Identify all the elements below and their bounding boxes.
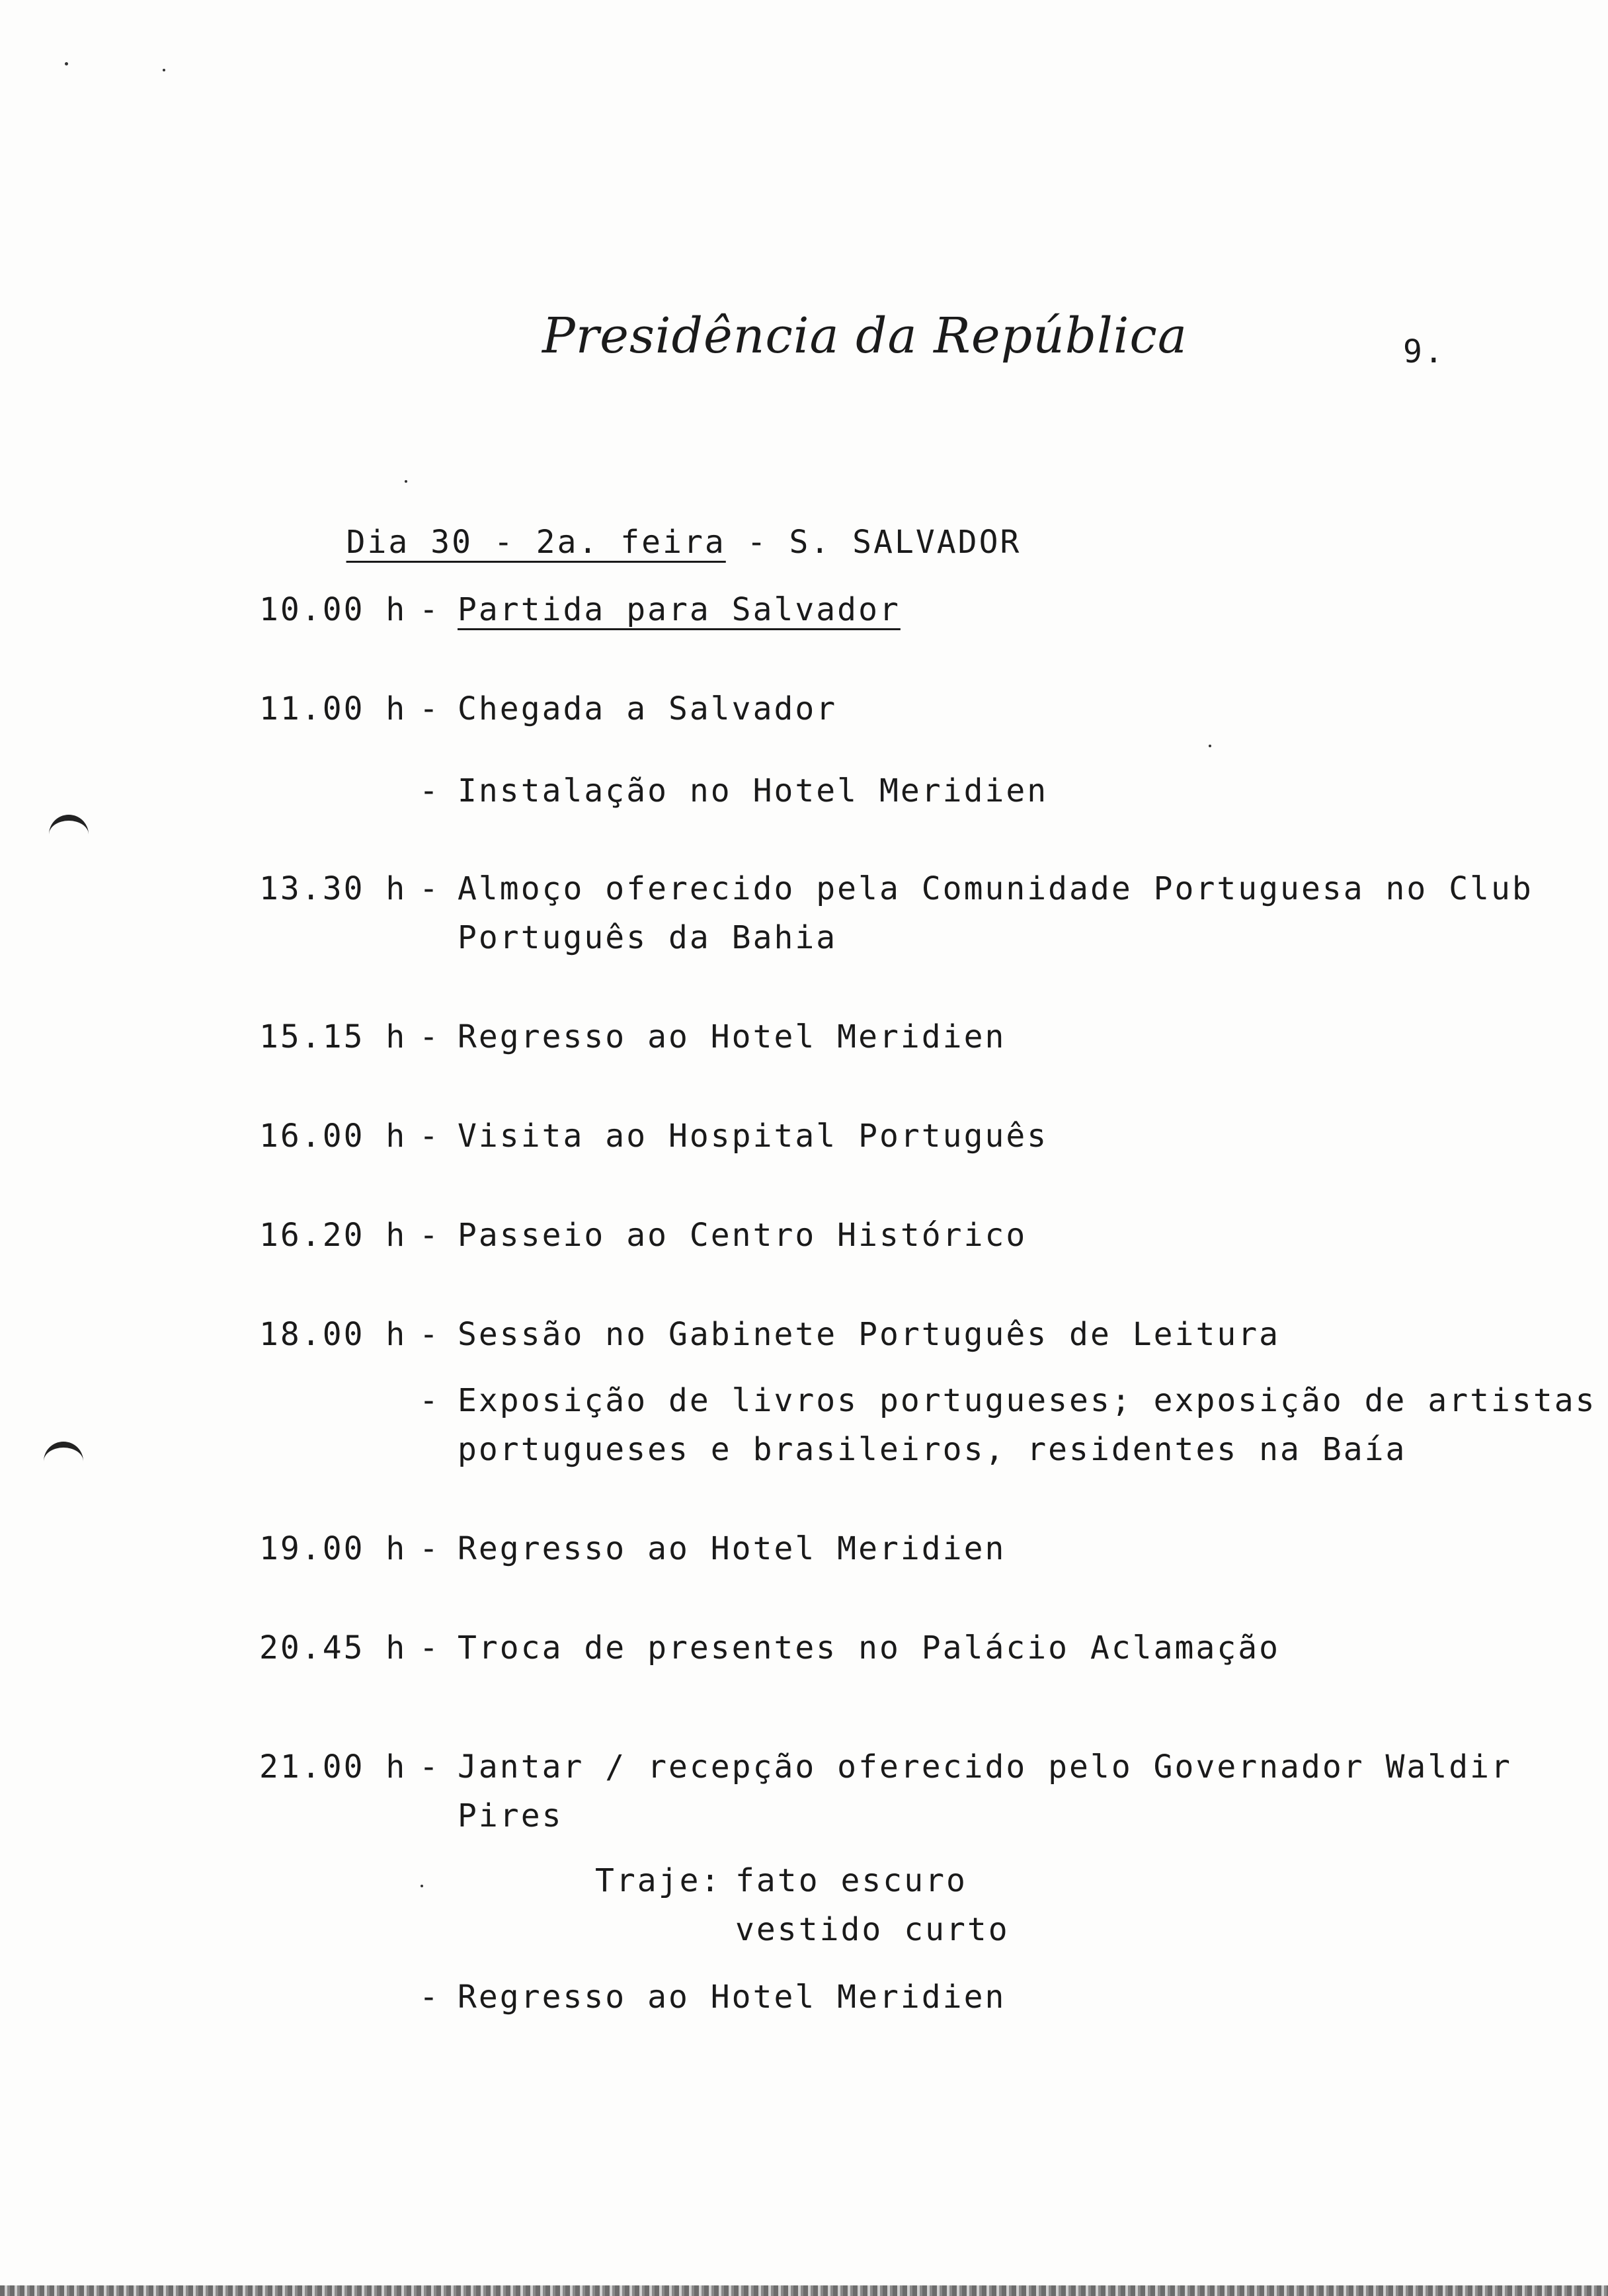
schedule-dash: - bbox=[419, 1018, 440, 1055]
schedule-description-continued: Pires bbox=[458, 1797, 563, 1834]
final-description: Regresso ao Hotel Meridien bbox=[458, 1979, 1006, 2016]
day-heading-label: Dia 30 - 2a. feira bbox=[346, 524, 726, 561]
scan-speck bbox=[163, 69, 165, 71]
schedule-description-continued: Português da Bahia bbox=[458, 919, 838, 956]
day-heading-separator: - bbox=[746, 524, 768, 561]
letterhead: Presidência da República bbox=[542, 308, 1187, 364]
dress-code-label: Traje: bbox=[595, 1862, 722, 1899]
schedule-time: 11.00 h bbox=[259, 690, 407, 727]
scan-bottom-edge bbox=[0, 2285, 1608, 2296]
schedule-dash: - bbox=[419, 772, 440, 809]
scan-speck bbox=[405, 480, 407, 483]
schedule-description: Regresso ao Hotel Meridien bbox=[458, 1018, 1006, 1055]
schedule-time: 20.45 h bbox=[259, 1629, 407, 1666]
schedule-description-continued: portugueses e brasileiros, residentes na Baía bbox=[458, 1431, 1407, 1468]
schedule-dash: - bbox=[419, 1118, 440, 1155]
schedule-description: Exposição de livros portugueses; exposição de artistas bbox=[458, 1382, 1597, 1419]
schedule-time: 18.00 h bbox=[259, 1316, 407, 1353]
scan-speck bbox=[1209, 745, 1211, 747]
schedule-dash: - bbox=[419, 591, 440, 628]
final-dash: - bbox=[419, 1979, 440, 2016]
schedule-dash: - bbox=[419, 1530, 440, 1567]
schedule-time: 10.00 h bbox=[259, 591, 407, 628]
scan-speck bbox=[421, 1885, 423, 1887]
schedule-dash: - bbox=[419, 1217, 440, 1254]
schedule-description: Almoço oferecido pela Comunidade Portuguesa no Club bbox=[458, 870, 1533, 907]
schedule-time: 19.00 h bbox=[259, 1530, 407, 1567]
dress-code-line-1: fato escuro bbox=[735, 1862, 967, 1899]
schedule-time: 21.00 h bbox=[259, 1748, 407, 1785]
schedule-description: Sessão no Gabinete Português de Leitura bbox=[458, 1316, 1281, 1353]
scan-speck bbox=[65, 62, 68, 65]
schedule-description: Visita ao Hospital Português bbox=[458, 1118, 1049, 1155]
schedule-dash: - bbox=[419, 870, 440, 907]
schedule-description: Partida para Salvador bbox=[458, 591, 901, 628]
schedule-dash: - bbox=[419, 1382, 440, 1419]
dress-code-line-2: vestido curto bbox=[735, 1911, 1010, 1948]
schedule-time: 15.15 h bbox=[259, 1018, 407, 1055]
schedule-description: Passeio ao Centro Histórico bbox=[458, 1217, 1027, 1254]
schedule-description: Instalação no Hotel Meridien bbox=[458, 772, 1049, 809]
schedule-description: Regresso ao Hotel Meridien bbox=[458, 1530, 1006, 1567]
schedule-dash: - bbox=[419, 1748, 440, 1785]
schedule-description: Troca de presentes no Palácio Aclamação bbox=[458, 1629, 1281, 1666]
day-heading bbox=[262, 495, 1021, 590]
schedule-dash: - bbox=[419, 1629, 440, 1666]
punch-hole-mark bbox=[49, 815, 89, 837]
schedule-description: Chegada a Salvador bbox=[458, 690, 838, 727]
schedule-time: 13.30 h bbox=[259, 870, 407, 907]
schedule-time: 16.20 h bbox=[259, 1217, 407, 1254]
day-heading-place: S. SALVADOR bbox=[789, 524, 1022, 561]
schedule-dash: - bbox=[419, 1316, 440, 1353]
schedule-time: 16.00 h bbox=[259, 1118, 407, 1155]
page-number: 9. bbox=[1403, 333, 1445, 370]
punch-hole-mark bbox=[44, 1442, 83, 1463]
schedule-description: Jantar / recepção oferecido pelo Governador Waldir bbox=[458, 1748, 1512, 1785]
final-schedule-item bbox=[259, 1979, 1006, 2108]
schedule-dash: - bbox=[419, 690, 440, 727]
